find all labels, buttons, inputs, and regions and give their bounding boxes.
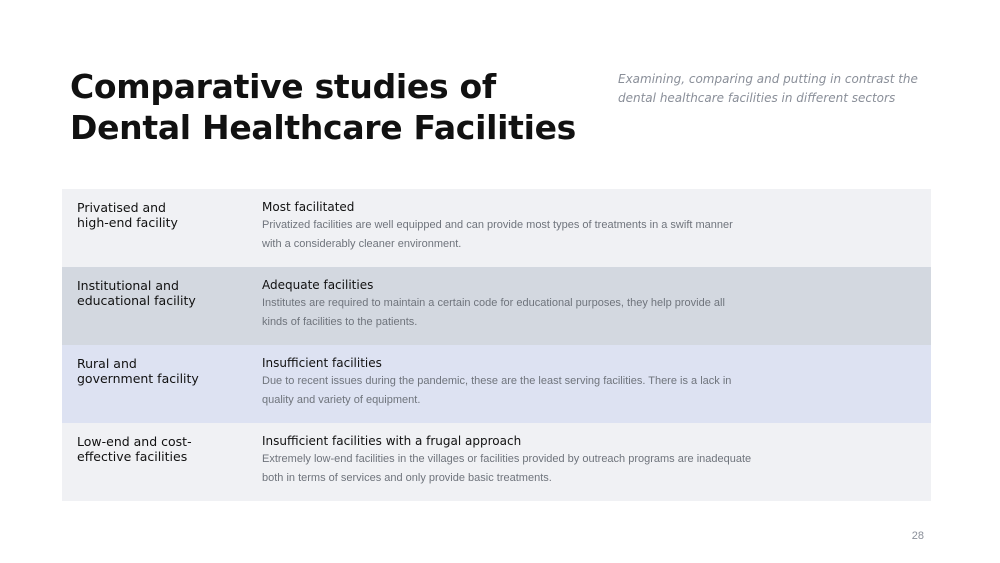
row-category: Rural and government facility [77, 356, 199, 386]
row-description: Extremely low-end facilities in the villages or facilities provided by outreach programs are inadequate both in terms of services and only provide basic treatments. [262, 453, 752, 484]
slide-subtitle: Examining, comparing and putting in contrast the dental healthcare facilities in different sectors [618, 72, 918, 105]
row-category: Low-end and cost- effective facilities [77, 434, 192, 464]
comparison-table [62, 189, 931, 501]
table-row-low-end [62, 423, 931, 501]
row-heading: Insufficient facilities [262, 356, 382, 370]
table-row-privatised [62, 189, 931, 267]
page-number: 28 [911, 530, 924, 542]
title-line-1: Comparative studies of [70, 67, 496, 106]
row-body [262, 278, 752, 332]
table-row-institutional [62, 267, 931, 345]
row-heading: Adequate facilities [262, 278, 374, 292]
row-body [262, 356, 752, 410]
row-heading: Most facilitated [262, 200, 355, 214]
row-category: Institutional and educational facility [77, 278, 196, 308]
row-heading: Insufficient facilities with a frugal approach [262, 434, 522, 448]
row-description: Due to recent issues during the pandemic, these are the least serving facilities. There is a lack in quality and variety of equipment. [262, 375, 732, 406]
row-body [262, 434, 752, 488]
row-body [262, 200, 752, 254]
row-category: Privatised and high-end facility [77, 200, 178, 230]
row-description: Institutes are required to maintain a certain code for educational purposes, they help provide all kinds of facilities to the patients. [262, 297, 725, 328]
row-description: Privatized facilities are well equipped and can provide most types of treatments in a swift manner with a considerably cleaner environment. [262, 219, 733, 250]
title-line-2: Dental Healthcare Facilities [70, 108, 577, 147]
slide-title [70, 66, 576, 148]
table-row-rural [62, 345, 931, 423]
